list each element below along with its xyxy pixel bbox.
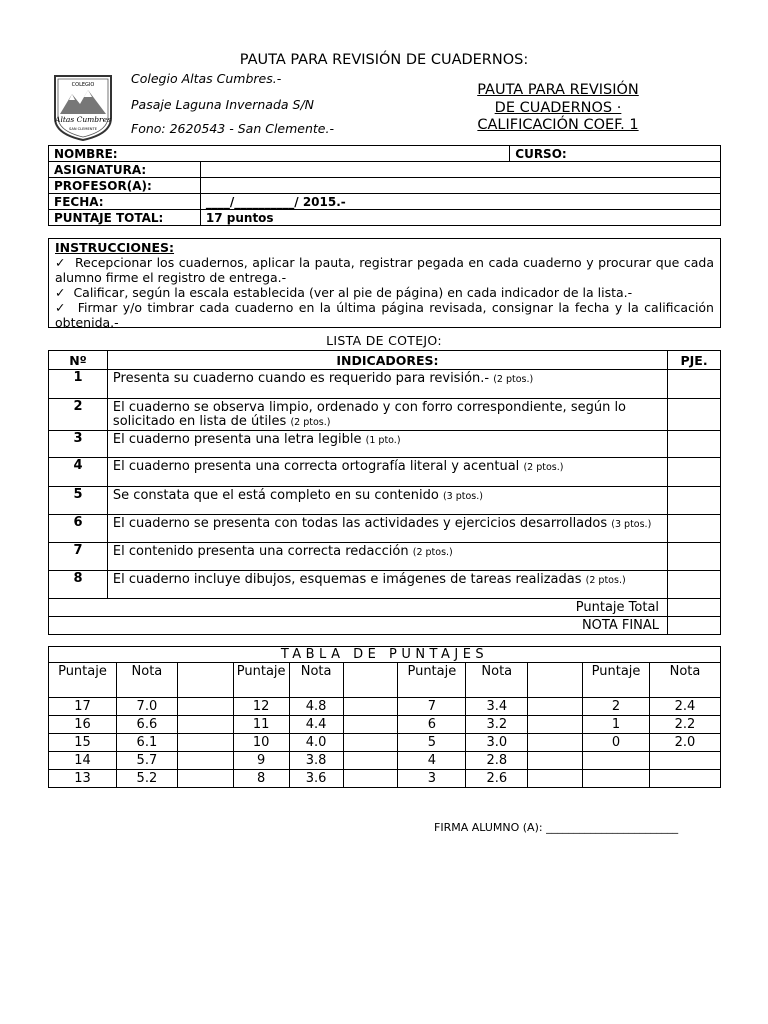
puntaje-total-cell[interactable] (668, 599, 721, 617)
col-nota: Nota (650, 663, 721, 698)
score-cell: 4.8 (289, 698, 343, 716)
pje-cell[interactable] (668, 431, 721, 458)
spacer-cell (528, 752, 583, 770)
indicator-text: El cuaderno se observa limpio, ordenado y con forro correspondiente, según lo solicitado en lista de útiles (2 ptos.) (107, 399, 667, 431)
table-row (49, 752, 721, 770)
spacer-cell (343, 770, 398, 788)
spacer-cell (528, 698, 583, 716)
row-number: 1 (49, 370, 108, 399)
checklist-table (48, 350, 721, 635)
score-cell: 7 (398, 698, 466, 716)
table-row (49, 431, 721, 458)
table-row (49, 458, 721, 487)
score-cell: 13 (49, 770, 117, 788)
score-cell: 3.8 (289, 752, 343, 770)
score-cell: 15 (49, 734, 117, 752)
score-cell: 5 (398, 734, 466, 752)
pje-cell[interactable] (668, 458, 721, 487)
document-title-line3: CALIFICACIÓN COEF. 1 (477, 117, 639, 133)
logo-top-text: COLEGIO (71, 82, 95, 88)
spacer-cell (177, 734, 233, 752)
main-title: PAUTA PARA REVISIÓN DE CUADERNOS: (239, 52, 529, 68)
check-icon: ✓ (55, 285, 66, 300)
score-cell: 14 (49, 752, 117, 770)
score-cell: 3 (398, 770, 466, 788)
spacer-cell (343, 698, 398, 716)
spacer-cell (177, 716, 233, 734)
school-logo (52, 74, 114, 142)
spacer-cell (177, 752, 233, 770)
asignatura-value[interactable] (200, 162, 720, 178)
indicator-text: Presenta su cuaderno cuando es requerido para revisión.- (2 ptos.) (107, 370, 667, 399)
puntaje-total-label: PUNTAJE TOTAL: (49, 210, 201, 226)
signature-line: FIRMA ALUMNO (A): ________________________ (434, 821, 679, 834)
check-icon: ✓ (55, 255, 67, 270)
spacer-cell (528, 734, 583, 752)
score-cell: 10 (233, 734, 289, 752)
score-cell: 6 (398, 716, 466, 734)
table-row (49, 370, 721, 399)
profesor-label: PROFESOR(A): (49, 178, 201, 194)
spacer-cell (528, 770, 583, 788)
spacer-cell (177, 770, 233, 788)
school-name: Colegio Altas Cumbres.- (131, 71, 282, 86)
indicator-text: Se constata que el está completo en su contenido (3 ptos.) (107, 487, 667, 515)
pje-cell[interactable] (668, 515, 721, 543)
table-row (49, 716, 721, 734)
score-cell: 16 (49, 716, 117, 734)
score-cell: 8 (233, 770, 289, 788)
profesor-value[interactable] (200, 178, 720, 194)
row-number: 3 (49, 431, 108, 458)
score-cell: 17 (49, 698, 117, 716)
document-title-line2: DE CUADERNOS · (494, 99, 622, 116)
table-row (49, 399, 721, 431)
checklist-title: LISTA DE COTEJO: (326, 333, 442, 348)
score-cell: 2.0 (650, 734, 721, 752)
indicator-text: El cuaderno presenta una correcta ortografía literal y acentual (2 ptos.) (107, 458, 667, 487)
spacer-cell (343, 663, 398, 698)
score-cell: 4.4 (289, 716, 343, 734)
score-cell: 11 (233, 716, 289, 734)
score-cell: 4 (398, 752, 466, 770)
pje-cell[interactable] (668, 543, 721, 571)
nota-final-cell[interactable] (668, 617, 721, 635)
row-number: 8 (49, 571, 108, 599)
table-row (49, 487, 721, 515)
spacer-cell (528, 663, 583, 698)
table-row (49, 571, 721, 599)
score-cell: 3.4 (466, 698, 528, 716)
row-number: 2 (49, 399, 108, 431)
row-number: 4 (49, 458, 108, 487)
col-puntaje: Puntaje (583, 663, 650, 698)
pje-cell[interactable] (668, 370, 721, 399)
indicator-text: El cuaderno presenta una letra legible (1 pto.) (107, 431, 667, 458)
spacer-cell (343, 752, 398, 770)
indicator-text: El cuaderno incluye dibujos, esquemas e imágenes de tareas realizadas (2 ptos.) (107, 571, 667, 599)
score-cell (650, 752, 721, 770)
fecha-label: FECHA: (49, 194, 201, 210)
score-cell: 2 (583, 698, 650, 716)
score-cell (650, 770, 721, 788)
col-pje: PJE. (668, 351, 721, 370)
col-puntaje: Puntaje (49, 663, 117, 698)
score-cell: 9 (233, 752, 289, 770)
instructions-box (48, 238, 721, 328)
score-cell: 6.6 (116, 716, 177, 734)
table-row (49, 734, 721, 752)
spacer-cell (343, 716, 398, 734)
pje-cell[interactable] (668, 399, 721, 431)
spacer-cell (528, 716, 583, 734)
col-nota: Nota (116, 663, 177, 698)
puntaje-total-row-label: Puntaje Total (49, 599, 668, 617)
score-cell: 5.2 (116, 770, 177, 788)
document-title (428, 82, 688, 135)
check-icon: ✓ (55, 300, 67, 315)
spacer-cell (343, 734, 398, 752)
col-nota: Nota (289, 663, 343, 698)
row-number: 5 (49, 487, 108, 515)
col-puntaje: Puntaje (233, 663, 289, 698)
logo-brand-text: Altas Cumbres (55, 115, 111, 124)
score-cell: 6.1 (116, 734, 177, 752)
score-cell: 3.2 (466, 716, 528, 734)
col-numero: Nº (49, 351, 108, 370)
col-puntaje: Puntaje (398, 663, 466, 698)
score-cell: 2.4 (650, 698, 721, 716)
document-title-line1: PAUTA PARA REVISIÓN (477, 82, 639, 98)
col-indicadores: INDICADORES: (107, 351, 667, 370)
table-row (49, 515, 721, 543)
col-nota: Nota (466, 663, 528, 698)
curso-field[interactable]: CURSO: (510, 146, 721, 162)
score-cell: 2.2 (650, 716, 721, 734)
score-cell: 0 (583, 734, 650, 752)
score-table-caption: TABLA DE PUNTAJES (49, 647, 721, 663)
pje-cell[interactable] (668, 487, 721, 515)
school-phone: Fono: 2620543 - San Clemente.- (131, 121, 334, 136)
indicator-text: El cuaderno se presenta con todas las actividades y ejercicios desarrollados (3 ptos.) (107, 515, 667, 543)
spacer-cell (177, 698, 233, 716)
instruction-item: ✓ Firmar y/o timbrar cada cuaderno en la última página revisada, consignar la fecha y la calificación obtenida.- (55, 300, 714, 330)
indicator-text: El contenido presenta una correcta redacción (2 ptos.) (107, 543, 667, 571)
score-cell (583, 752, 650, 770)
pje-cell[interactable] (668, 571, 721, 599)
score-cell: 7.0 (116, 698, 177, 716)
instructions-heading: INSTRUCCIONES: (55, 240, 175, 255)
row-number: 7 (49, 543, 108, 571)
table-row (49, 698, 721, 716)
school-address: Pasaje Laguna Invernada S/N (131, 97, 315, 112)
score-cell: 5.7 (116, 752, 177, 770)
table-row (49, 543, 721, 571)
nota-final-label: NOTA FINAL (49, 617, 668, 635)
instruction-item: ✓ Recepcionar los cuadernos, aplicar la pauta, registrar pegada en cada cuaderno y procurar que cada alumno firme el registro de entrega.- (55, 255, 714, 285)
fecha-value[interactable]: ____/__________/ 2015.- (200, 194, 720, 210)
score-cell: 2.6 (466, 770, 528, 788)
score-cell (583, 770, 650, 788)
score-cell: 12 (233, 698, 289, 716)
spacer-cell (177, 663, 233, 698)
score-cell: 3.6 (289, 770, 343, 788)
instruction-item: ✓ Calificar, según la escala establecida (ver al pie de página) en cada indicador de la lista.- (55, 285, 633, 300)
score-cell: 4.0 (289, 734, 343, 752)
asignatura-label: ASIGNATURA: (49, 162, 201, 178)
score-table (48, 646, 721, 788)
logo-bottom-text: SAN CLEMENTE (69, 127, 97, 131)
puntaje-total-value: 17 puntos (200, 210, 720, 226)
score-cell: 1 (583, 716, 650, 734)
table-row (49, 770, 721, 788)
score-cell: 3.0 (466, 734, 528, 752)
score-cell: 2.8 (466, 752, 528, 770)
nombre-field[interactable]: NOMBRE: (49, 146, 510, 162)
row-number: 6 (49, 515, 108, 543)
student-info-table (48, 145, 721, 226)
